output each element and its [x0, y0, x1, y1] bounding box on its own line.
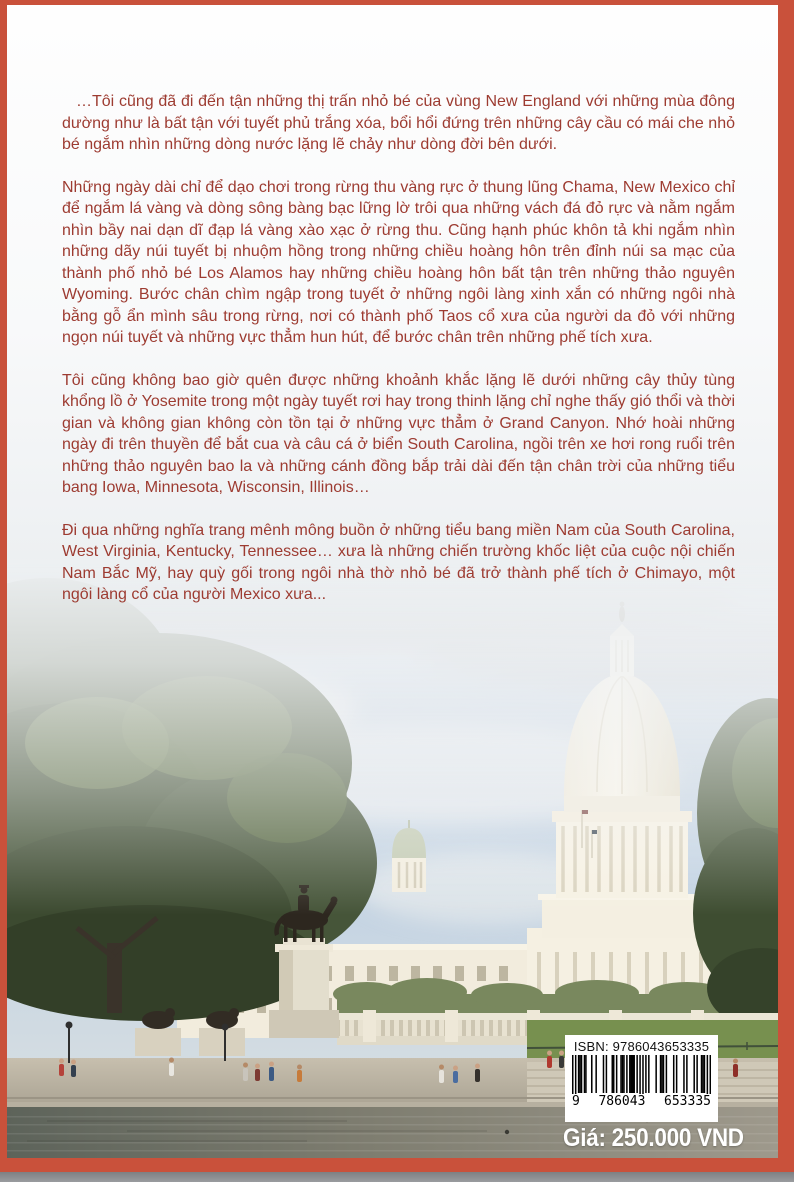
barcode-digit-lead: 9: [572, 1094, 580, 1109]
barcode-panel: [565, 1035, 718, 1122]
blurb-paragraph-3: Tôi cũng không bao giờ quên được những khoảnh khắc lặng lẽ dưới những cây thủy tùng khổng lồ ở Yosemite trong một ngày tuyết rơi hay trong thinh lặng chỉ nghe thấy gió thổi và thời gian và không gian không còn tồn tại ở những vực thẳm ở Grand Canyon. Nhớ hoài những ngày đi trên thuyền để bắt cua và câu cá ở biển South Carolina, ngồi trên xe hơi rong ruổi trên những thảo nguyên bao la và những cánh đồng bắp trải dài đến tận chân trời của những tiểu bang Iowa, Minnesota, Wisconsin, Illinois…: [62, 371, 735, 496]
blurb-text-block: [62, 91, 735, 627]
barcode-digit-group-2: 653335: [664, 1094, 711, 1109]
scan-edge-strip: [0, 1172, 794, 1182]
barcode-digits: [571, 1094, 712, 1109]
blurb-paragraph-2: Những ngày dài chỉ để dạo chơi trong rừng thu vàng rực ở thung lũng Chama, New Mexico chỉ để ngắm lá vàng và dòng sông bàng bạc lững lờ trôi qua những vách đá đỏ rực và nằm ngắm nhìn bầy nai dạn dĩ đạp lá vàng xào xạc ở rừng thu. Cũng hạnh phúc khôn tả khi ngắm nhìn những dãy núi tuyết bị nhuộm hồng trong những chiều hoàng hôn trên đỉnh núi sa mạc của thành phố nhỏ bé Los Alamos hay những chiều hoàng hôn bất tận trên những thảo nguyên Wyoming. Bước chân chìm ngập trong tuyết ở những ngôi làng xinh xắn có những ngôi nhà bằng gỗ ẩn mình sâu trong rừng, nơi có thành phố Taos cổ xưa của người da đỏ với những ngọn núi tuyết và những vực thẳm hun hút, để bước chân trên những phế tích xưa.: [62, 178, 735, 346]
cover-inner: [7, 5, 778, 1158]
barcode-digit-group-1: 786043: [598, 1094, 646, 1109]
blurb-paragraph-4: Đi qua những nghĩa trang mênh mông buồn ở những tiểu bang miền Nam của South Carolina, West Virginia, Kentucky, Tennessee… xưa là những chiến trường khốc liệt của cuộc nội chiến Nam Bắc Mỹ, hay quỳ gối trong ngôi nhà thờ nhỏ bé đã trở thành phế tích ở Chimayo, một ngôi làng cổ của người Mexico xưa...: [62, 521, 735, 603]
blurb-paragraph-1: …Tôi cũng đã đi đến tận những thị trấn nhỏ bé của vùng New England với những mùa đông dường như là bất tận với tuyết phủ trắng xóa, bổi hổi đứng trên những cây cầu có mái che nhỏ bé ngắm nhìn những dòng nước lặng lẽ chảy như dòng đời bên dưới.: [62, 93, 735, 153]
isbn-label: ISBN: 9786043653335: [573, 1039, 710, 1054]
price-label: Giá: 250.000 VND: [563, 1124, 744, 1152]
